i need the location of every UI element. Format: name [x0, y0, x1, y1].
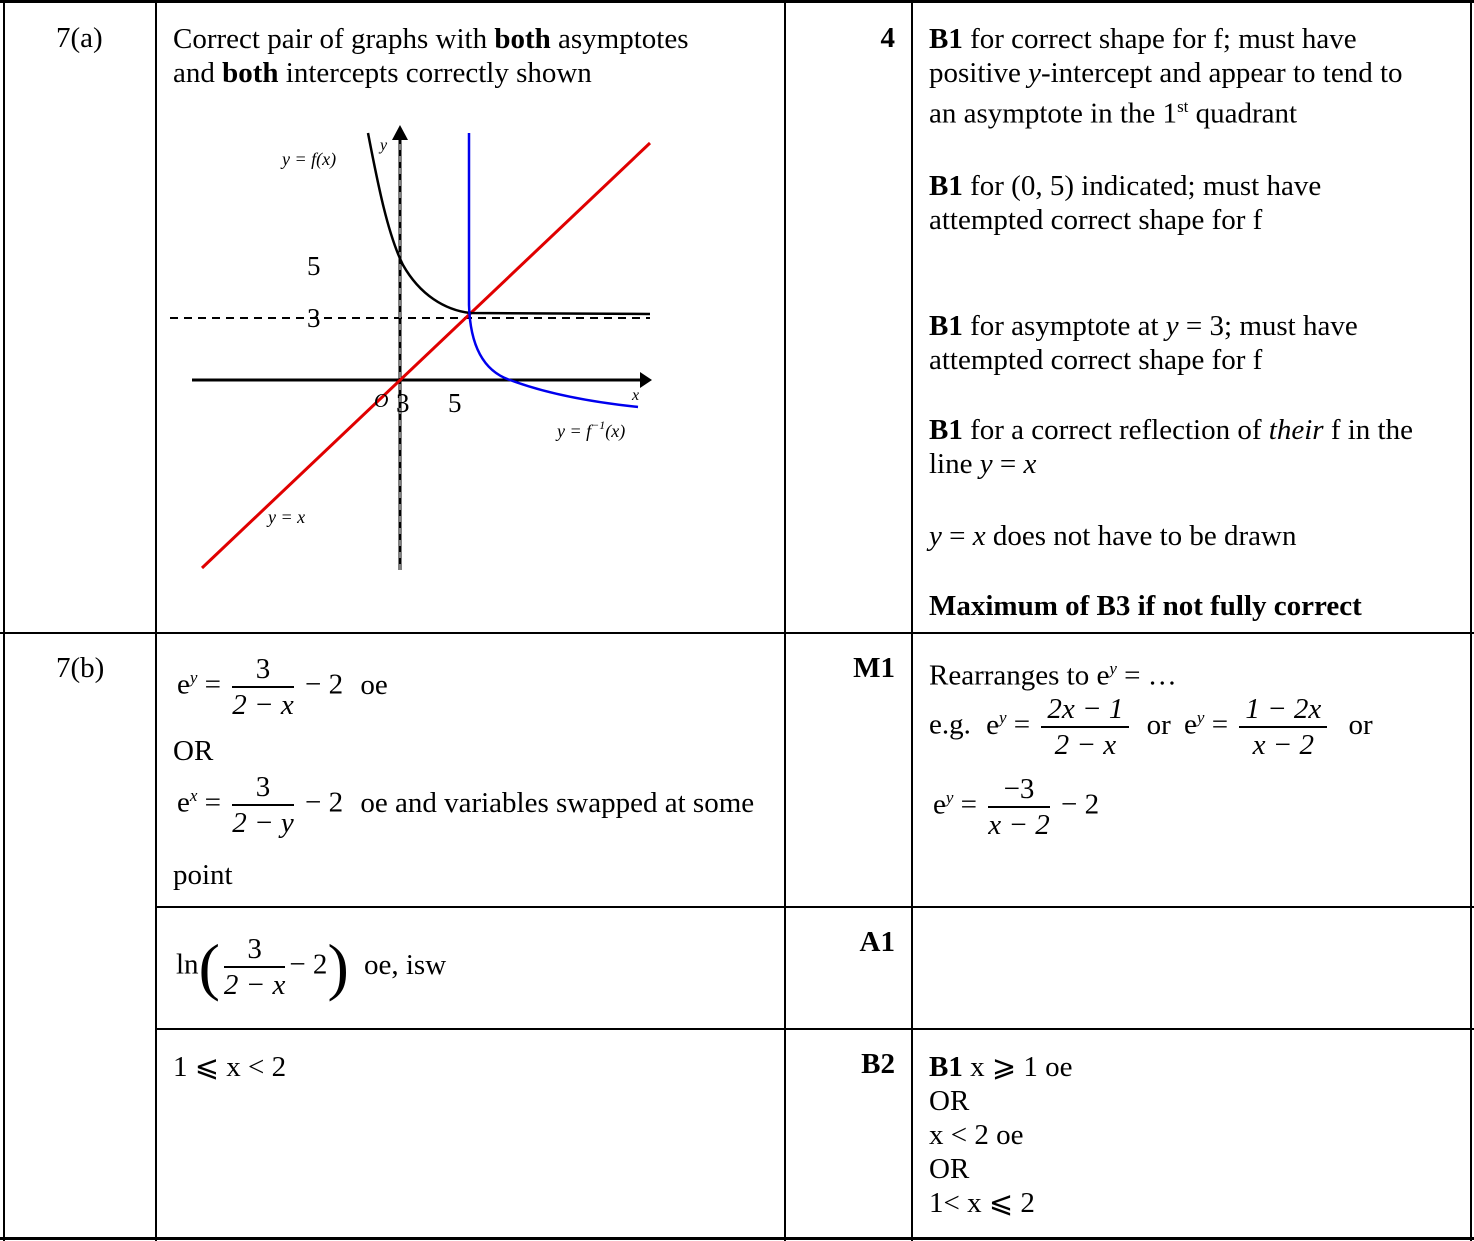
y-axis-arrow [392, 125, 408, 140]
note-7a-max: Maximum of B3 if not fully correct [929, 589, 1362, 622]
math-e: e [933, 788, 946, 821]
note-text: line [929, 447, 980, 480]
notes-7a [929, 22, 1464, 623]
note-text: e.g. [929, 708, 971, 741]
frac-numerator: 2x − 1 [1041, 692, 1129, 728]
answer-tail: oe, isw [364, 948, 447, 981]
label-y-equals-x: y = x [268, 507, 306, 527]
equation-ex [177, 770, 754, 840]
frac-denominator: 2 − x [232, 689, 294, 721]
note-text-italic: y [929, 519, 942, 552]
fraction-3-over-2my [232, 770, 293, 840]
point-word: point [173, 859, 233, 891]
curve-f [368, 133, 650, 314]
note-b2-or1: OR [929, 1085, 970, 1117]
math-equals: = [960, 788, 978, 821]
graph-7a [160, 115, 660, 575]
math-e: e [986, 708, 999, 741]
table-top-border [0, 0, 1474, 3]
note-7a-5 [929, 519, 1464, 553]
swap-text: oe and variables swapped at some [360, 786, 755, 819]
answer-7a [173, 22, 773, 90]
fraction-m3-over-xm2 [988, 772, 1049, 842]
frac-denominator: 2 − x [1054, 729, 1117, 761]
note-b1-label: B1 [929, 1051, 963, 1083]
frac-numerator: −3 [988, 772, 1049, 808]
note-text: quadrant [1188, 97, 1298, 130]
answer-7a-text: asymptotes [550, 23, 689, 55]
math-equals: = [1211, 708, 1229, 741]
line-y-equals-x [202, 143, 650, 568]
curve-f-inverse [469, 133, 638, 407]
row-divider-b2-b3 [155, 1028, 1474, 1030]
note-text-italic: x [1023, 447, 1037, 480]
label-finv-main: y = f [557, 421, 592, 441]
note-b1-label: B1 [929, 23, 963, 55]
frac-denominator: x − 2 [988, 809, 1050, 841]
math-minus-2: − 2 [304, 668, 344, 701]
note-b1-label: B1 [929, 169, 963, 202]
notes-7b-b2 [929, 1050, 1464, 1220]
table-bottom-border [0, 1237, 1474, 1240]
fraction-3-over-2mx [232, 652, 293, 722]
label-finv-sup: −1 [591, 418, 606, 432]
tick-label-3-x: 3 [396, 388, 410, 418]
label-x-axis: x [632, 387, 640, 404]
tick-label-5-x: 5 [448, 388, 462, 418]
note-text-italic: y [979, 447, 993, 480]
math-e: e [177, 668, 190, 701]
answer-7b-b2: 1 ⩽ x < 2 [173, 1051, 287, 1083]
table-right-border [1470, 0, 1472, 1241]
frac-denominator: x − 2 [1252, 729, 1315, 761]
math-equals: = [204, 668, 222, 701]
note-7a-2 [929, 169, 1464, 237]
note-text: Rearranges to e [929, 659, 1110, 692]
math-ln: ln [176, 948, 199, 981]
answer-7a-bold-both: both [222, 57, 279, 89]
note-rearranges [929, 652, 1177, 693]
frac-denominator: 2 − x [223, 969, 286, 1001]
note-text: for (0, 5) indicated; must have [962, 169, 1322, 202]
or-word: OR [173, 735, 214, 767]
math-e: e [1184, 708, 1197, 741]
col-divider-1 [155, 0, 157, 1241]
note-text: attempted correct shape for f [929, 203, 1263, 236]
math-minus-2: − 2 [289, 948, 328, 981]
mark-7b-b2: B2 [861, 1048, 895, 1080]
math-exponent: y [945, 788, 954, 807]
note-eg-line [929, 692, 1373, 762]
note-superscript: st [1177, 97, 1189, 116]
note-text: for correct shape for f; must have [962, 23, 1357, 55]
fraction-1m2x-over-xm2 [1239, 692, 1327, 762]
note-text: = [992, 447, 1024, 480]
note-7a-3 [929, 309, 1464, 377]
math-oe: oe [360, 668, 388, 701]
note-7a-4 [929, 413, 1464, 481]
math-e: e [177, 786, 190, 819]
note-text: = 3; must have [1178, 309, 1358, 342]
math-exponent: y [189, 668, 198, 687]
note-text: -intercept and appear to tend to [1040, 57, 1403, 89]
frac-numerator: 1 − 2x [1239, 692, 1327, 728]
label-origin: O [374, 390, 389, 412]
note-text-italic: y [1028, 57, 1041, 89]
math-equals: = [204, 786, 222, 819]
label-y-equals-fx: y = f(x) [282, 149, 337, 169]
frac-numerator: 3 [232, 770, 293, 806]
frac-numerator: 3 [224, 932, 285, 968]
note-text: f in the [1323, 413, 1413, 446]
answer-7b-a1 [176, 932, 446, 1002]
math-exponent: x [189, 786, 198, 805]
right-paren: ) [327, 931, 349, 1002]
note-text: or [1146, 708, 1171, 741]
note-text: attempted correct shape for f [929, 343, 1263, 376]
math-equals: = [1013, 708, 1031, 741]
equation-ey [177, 652, 388, 722]
frac-denominator: 2 − y [232, 807, 294, 839]
math-minus-2: − 2 [304, 786, 344, 819]
note-text: for asymptote at [962, 309, 1166, 342]
note-text: for a correct reflection of [962, 413, 1269, 446]
note-text: = … [1116, 659, 1177, 692]
answer-7a-text: and [173, 57, 223, 89]
fraction-2xm1-over-2mx [1041, 692, 1129, 762]
mark-7a: 4 [880, 22, 895, 54]
note-b2-or2: OR [929, 1153, 970, 1185]
note-text: x ⩾ 1 oe [962, 1051, 1073, 1083]
frac-numerator: 3 [232, 652, 293, 688]
math-exponent: y [1196, 708, 1205, 727]
note-b2-line1 [929, 1050, 1464, 1084]
note-text-italic: their [1268, 413, 1324, 446]
answer-7a-text: Correct pair of graphs with [173, 23, 495, 55]
note-text-italic: y [1165, 309, 1179, 342]
question-number-7a: 7(a) [56, 22, 103, 54]
label-finv-post: (x) [605, 421, 626, 441]
row-divider-b1-b2 [155, 906, 1474, 908]
note-b2-line3: 1< x ⩽ 2 [929, 1187, 1035, 1219]
left-paren: ( [198, 931, 220, 1002]
math-exponent: y [999, 708, 1007, 727]
note-text: does not have to be drawn [985, 519, 1297, 552]
x-axis-arrow [640, 372, 652, 388]
row-divider-a-b [0, 632, 1474, 634]
tick-label-5-y: 5 [307, 251, 321, 281]
math-minus-2: − 2 [1060, 788, 1100, 821]
fraction-3-over-2mx [224, 932, 285, 1002]
answer-7a-bold-both: both [494, 23, 551, 55]
note-7a-1 [929, 22, 1464, 131]
mark-7b-a1: A1 [859, 926, 895, 958]
math-exponent: y [1109, 659, 1117, 678]
label-y-axis: y [380, 137, 388, 154]
answer-7a-text: intercepts correctly shown [278, 57, 592, 89]
note-b2-line2: x < 2 oe [929, 1119, 1024, 1151]
note-text: an asymptote in the 1 [929, 97, 1178, 130]
label-y-equals-finv [555, 418, 625, 442]
note-b1-label: B1 [929, 309, 963, 342]
col-divider-3 [911, 0, 913, 1241]
table-left-border [3, 0, 5, 1241]
note-text-italic: x [972, 519, 986, 552]
note-third-form [933, 772, 1099, 842]
col-divider-2 [784, 0, 786, 1241]
note-text: positive [929, 57, 1029, 89]
note-b1-label: B1 [929, 413, 963, 446]
question-number-7b: 7(b) [56, 652, 105, 684]
mark-7b-m1: M1 [853, 652, 895, 684]
note-text: = [941, 519, 973, 552]
note-text: or [1348, 708, 1373, 741]
tick-label-3-y: 3 [307, 303, 321, 333]
